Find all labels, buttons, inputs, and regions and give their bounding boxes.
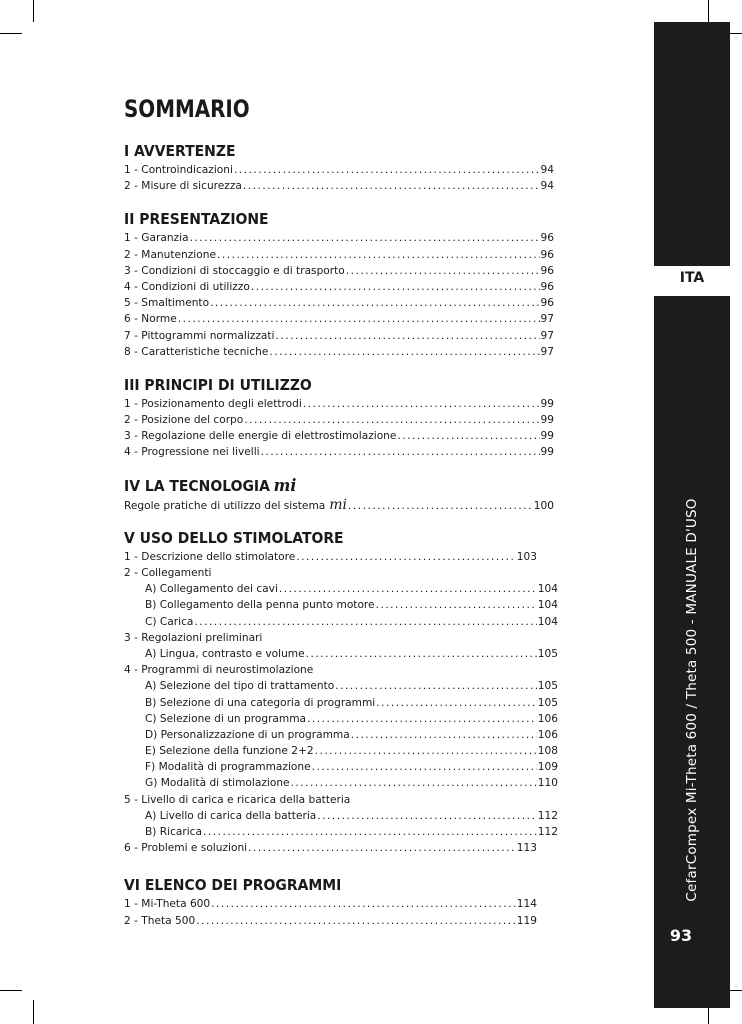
toc-entry-label: E) Selezione della funzione 2+2 <box>145 745 314 758</box>
toc-entry-page: 97 <box>540 329 554 342</box>
toc-entry[interactable] <box>124 162 554 178</box>
dot-leader <box>348 498 533 514</box>
toc-entry[interactable] <box>124 178 554 194</box>
toc-entry-label: B) Ricarica <box>145 826 203 838</box>
toc-entry-page: 110 <box>537 777 558 790</box>
dot-leader <box>351 727 537 743</box>
section-heading-text: VI ELENCO DEI PROGRAMMI <box>124 876 342 895</box>
dot-leader <box>194 614 536 630</box>
toc-entry[interactable] <box>124 824 558 840</box>
table-of-contents <box>124 140 558 943</box>
toc-entry[interactable] <box>124 759 558 775</box>
toc-entry[interactable] <box>124 295 554 311</box>
toc-entry-label: 6 - Norme <box>124 313 177 326</box>
dot-leader <box>307 711 537 727</box>
toc-entry-page: 109 <box>537 761 558 774</box>
toc-entry[interactable] <box>124 279 554 295</box>
toc-entry-page: 99 <box>540 430 554 443</box>
toc-entry-page: 96 <box>540 297 554 310</box>
toc-entry-label: A) Livello di carica della batteria <box>145 809 317 822</box>
dot-leader <box>203 824 537 840</box>
toc-entry[interactable] <box>124 840 537 856</box>
toc-entry-label: A) Selezione del tipo di trattamento <box>145 680 335 693</box>
toc-entry-label: C) Carica <box>145 615 194 628</box>
dot-leader <box>196 913 516 929</box>
toc-entry-page: 96 <box>540 232 554 245</box>
dot-leader <box>275 328 539 344</box>
toc-entry-label: D) Personalizzazione di un programma <box>145 728 350 741</box>
crop-mark <box>0 33 22 34</box>
page-title: SOMMARIO <box>124 95 250 123</box>
toc-entry-page: 99 <box>540 397 554 410</box>
toc-entry[interactable] <box>124 808 558 824</box>
toc-entry-label: 4 - Condizioni di utilizzo <box>124 280 250 293</box>
toc-entry[interactable] <box>124 412 554 428</box>
toc-entry-label: 8 - Caratteristiche tecniche <box>124 345 269 358</box>
dot-leader <box>217 247 540 263</box>
toc-entry-page: 97 <box>540 345 554 358</box>
toc-entry[interactable] <box>124 549 537 565</box>
mi-logo-icon: mi <box>329 496 348 513</box>
toc-section <box>124 874 554 928</box>
section-heading-text: I AVVERTENZE <box>124 142 236 160</box>
toc-entry[interactable] <box>124 581 558 597</box>
toc-entry-label: 1 - Garanzia <box>124 232 189 245</box>
crop-mark <box>708 0 709 22</box>
toc-entry[interactable] <box>124 230 554 246</box>
toc-entry[interactable] <box>124 344 554 360</box>
dot-leader <box>279 581 537 597</box>
toc-entry[interactable] <box>124 444 554 460</box>
section-heading <box>124 527 524 549</box>
toc-entry-label: 3 - Condizioni di stoccaggio e di trasporto <box>124 264 345 277</box>
toc-entry[interactable] <box>124 497 554 513</box>
dot-leader <box>234 162 540 178</box>
toc-entry-label: 1 - Controindicazioni <box>124 164 233 176</box>
toc-entry-label: 5 - Smaltimento <box>124 297 210 310</box>
section-heading-text: III PRINCIPI DI UTILIZZO <box>124 375 312 394</box>
toc-entry-label: 1 - Posizionamento degli elettrodi <box>124 397 302 410</box>
toc-entry[interactable] <box>124 913 537 929</box>
dot-leader <box>312 759 537 775</box>
toc-entry-label: 4 - Programmi di neurostimolazione <box>124 664 314 677</box>
toc-entry-label: 2 - Posizione del corpo <box>124 414 244 427</box>
section-heading <box>124 208 524 230</box>
crop-mark <box>33 0 34 22</box>
dot-leader <box>211 896 516 912</box>
manual-title-vertical: CefarCompex Mi-Theta 600 / Theta 500 - MANUALE D'USO <box>684 498 700 902</box>
toc-entry-page: 105 <box>537 647 558 660</box>
section-heading <box>124 374 524 396</box>
dot-leader <box>261 444 540 460</box>
toc-entry-page: 108 <box>537 745 558 758</box>
toc-section <box>124 475 554 513</box>
toc-entry[interactable] <box>124 247 554 263</box>
dot-leader <box>306 646 537 662</box>
toc-entry-page: 114 <box>516 898 537 911</box>
toc-entry-page: 105 <box>537 680 558 693</box>
toc-entry[interactable] <box>124 678 558 694</box>
toc-entry-label: B) Collegamento della penna punto motore <box>145 599 375 612</box>
toc-entry-page: 97 <box>540 313 554 326</box>
dot-leader <box>397 428 539 444</box>
dot-leader <box>178 311 540 327</box>
section-heading <box>124 140 524 162</box>
crop-mark <box>0 990 22 991</box>
dot-leader <box>291 775 537 791</box>
toc-entry-label: 2 - Misure di sicurezza <box>124 180 242 193</box>
toc-section <box>124 374 554 461</box>
dot-leader <box>346 263 540 279</box>
toc-entry[interactable] <box>124 695 558 711</box>
toc-entry-label: A) Collegamento dei cavi <box>145 583 278 596</box>
toc-entry-label: F) Modalità di programmazione <box>145 761 311 774</box>
toc-entry[interactable] <box>124 311 554 327</box>
toc-section <box>124 140 554 194</box>
toc-entry[interactable] <box>124 565 537 581</box>
section-heading-text: II PRESENTAZIONE <box>124 210 269 229</box>
dot-leader <box>269 344 539 360</box>
dot-leader <box>335 678 536 694</box>
toc-entry[interactable] <box>124 396 554 412</box>
toc-entry-page: 103 <box>516 550 537 563</box>
toc-entry-page: 104 <box>537 599 558 612</box>
toc-entry-label: 7 - Pittogrammi normalizzati <box>124 329 275 342</box>
dot-leader <box>251 279 540 295</box>
toc-entry-page: 94 <box>540 180 554 193</box>
toc-entry-page: 112 <box>537 826 558 838</box>
dot-leader <box>376 597 537 613</box>
toc-entry-label: 3 - Regolazione delle energie di elettrostimolazione <box>124 430 397 443</box>
toc-entry-page: 104 <box>537 583 558 596</box>
toc-entry-page: 96 <box>540 248 554 261</box>
toc-entry[interactable] <box>124 614 558 630</box>
dot-leader <box>243 178 540 194</box>
toc-entry-page: 106 <box>537 712 558 725</box>
toc-entry-label: G) Modalità di stimolazione <box>145 777 290 790</box>
section-heading <box>124 475 524 497</box>
dot-leader <box>248 840 516 856</box>
toc-entry-label: 4 - Progressione nei livelli <box>124 446 260 459</box>
toc-entry[interactable] <box>124 743 558 759</box>
toc-entry-label: 1 - Mi-Theta 600 <box>124 898 211 911</box>
dot-leader <box>210 295 539 311</box>
toc-entry[interactable] <box>124 896 537 912</box>
mi-logo-icon: mi <box>273 475 297 496</box>
toc-entry-page: 96 <box>540 280 554 293</box>
toc-entry-page: 100 <box>533 499 554 512</box>
dot-leader <box>296 549 515 565</box>
toc-entry[interactable] <box>124 792 537 808</box>
toc-entry[interactable] <box>124 727 558 743</box>
toc-entry-page: 112 <box>537 809 558 822</box>
toc-entry-label: C) Selezione di un programma <box>145 712 307 725</box>
toc-entry[interactable] <box>124 597 558 613</box>
toc-entry-label: 1 - Descrizione dello stimolatore <box>124 550 296 563</box>
dot-leader <box>315 743 537 759</box>
dot-leader <box>303 396 540 412</box>
dot-leader <box>317 808 536 824</box>
toc-entry-label: A) Lingua, contrasto e volume <box>145 647 305 660</box>
toc-entry[interactable] <box>124 428 554 444</box>
toc-entry-label: 2 - Collegamenti <box>124 567 212 579</box>
toc-entry[interactable] <box>124 630 537 646</box>
toc-entry-page: 94 <box>540 164 554 176</box>
toc-entry-label: 2 - Theta 500 <box>124 914 196 927</box>
toc-entry[interactable] <box>124 328 554 344</box>
toc-entry-page: 113 <box>516 842 537 855</box>
toc-entry-page: 99 <box>540 414 554 427</box>
toc-section <box>124 527 558 857</box>
toc-entry[interactable] <box>124 662 537 678</box>
toc-entry-page: 96 <box>540 264 554 277</box>
toc-entry-label: B) Selezione di una categoria di programmi <box>145 696 376 709</box>
dot-leader <box>244 412 539 428</box>
toc-entry[interactable] <box>124 711 558 727</box>
page-number: 93 <box>669 926 693 945</box>
toc-entry-label: 3 - Regolazioni preliminari <box>124 631 263 644</box>
toc-section <box>124 208 554 360</box>
toc-entry-label: Regole pratiche di utilizzo del sistema <box>124 499 326 512</box>
toc-entry[interactable] <box>124 775 558 791</box>
section-heading-text: V USO DELLO STIMOLATORE <box>124 528 344 547</box>
toc-entry[interactable] <box>124 646 558 662</box>
dot-leader <box>376 695 537 711</box>
dot-leader <box>190 230 540 246</box>
toc-entry-page: 106 <box>537 728 558 741</box>
language-label: ITA <box>679 270 705 286</box>
section-heading <box>124 874 524 896</box>
toc-entry-label: 6 - Problemi e soluzioni <box>124 842 248 855</box>
crop-mark <box>33 1000 34 1024</box>
toc-entry[interactable] <box>124 263 554 279</box>
toc-entry-page: 119 <box>516 914 537 927</box>
toc-entry-label: 2 - Manutenzione <box>124 248 216 261</box>
toc-entry-page: 105 <box>537 696 558 709</box>
toc-entry-page: 99 <box>540 446 554 459</box>
toc-entry-label: 5 - Livello di carica e ricarica della batteria <box>124 793 351 806</box>
toc-entry-page: 104 <box>537 615 558 628</box>
section-heading-text: IV LA TECNOLOGIA <box>124 476 270 495</box>
